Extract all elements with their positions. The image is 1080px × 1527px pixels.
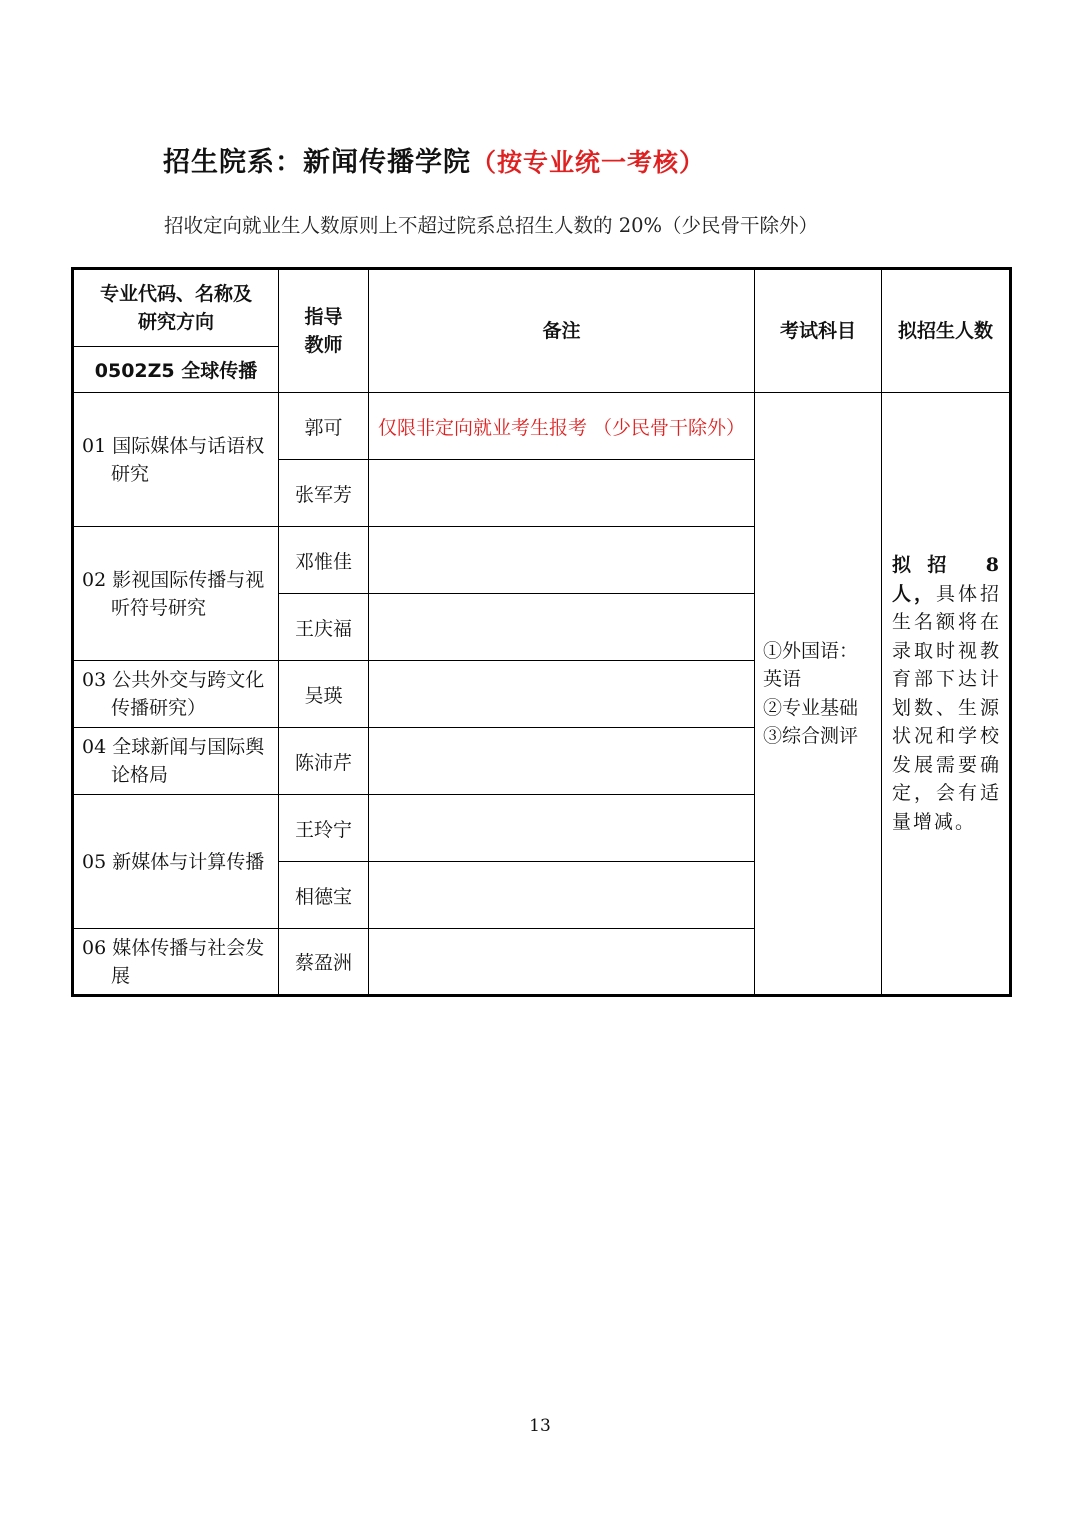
exam-subject-2: ②专业基础	[763, 696, 859, 719]
direction-03: 03 公共外交与跨文化传播研究）	[73, 661, 279, 728]
direction-02: 02 影视国际传播与视听符号研究	[73, 527, 279, 661]
remark-cell	[369, 929, 755, 996]
quota-count: 拟招 8 人，	[892, 554, 1001, 605]
exam-subject-1: ①外国语：英语	[763, 639, 859, 690]
teacher-cell: 吴瑛	[279, 661, 369, 728]
remark-cell	[369, 862, 755, 929]
quota-header: 拟招生人数	[882, 269, 1011, 393]
direction-04: 04 全球新闻与国际舆论格局	[73, 728, 279, 795]
teacher-cell: 蔡盈洲	[279, 929, 369, 996]
page-heading	[163, 140, 705, 179]
remark-cell: 仅限非定向就业考生报考 （少民骨干除外）	[369, 393, 755, 460]
remark-cell	[369, 527, 755, 594]
remark-cell	[369, 795, 755, 862]
major-code: 0502Z5 全球传播	[73, 347, 279, 393]
remark-cell	[369, 460, 755, 527]
remark-cell	[369, 661, 755, 728]
teacher-cell: 邓惟佳	[279, 527, 369, 594]
teacher-cell: 陈沛芹	[279, 728, 369, 795]
remark-cell	[369, 594, 755, 661]
remarks-header: 备注	[369, 269, 755, 393]
teacher-cell: 张军芳	[279, 460, 369, 527]
direction-05: 05 新媒体与计算传播	[73, 795, 279, 929]
exam-subjects	[755, 393, 882, 996]
page-number: 13	[529, 1416, 551, 1436]
remark-cell	[369, 728, 755, 795]
direction-06: 06 媒体传播与社会发展	[73, 929, 279, 996]
teacher-cell: 相德宝	[279, 862, 369, 929]
quota-rule-note: 招收定向就业生人数原则上不超过院系总招生人数的 20%（少民骨干除外）	[164, 214, 819, 237]
teacher-cell: 王庆福	[279, 594, 369, 661]
teacher-cell: 郭可	[279, 393, 369, 460]
enrollment-table	[71, 267, 1012, 997]
department-label: 招生院系：新闻传播学院	[163, 147, 471, 178]
direction-01: 01 国际媒体与话语权研究	[73, 393, 279, 527]
teacher-cell: 王玲宁	[279, 795, 369, 862]
assessment-note: （按专业统一考核）	[471, 148, 706, 177]
exam-header: 考试科目	[755, 269, 882, 393]
supervisor-header: 指导教师	[279, 269, 369, 393]
quota-cell	[882, 393, 1011, 996]
exam-subject-3: ③综合测评	[763, 725, 859, 747]
quota-detail: 具体招生名额将在录取时视教育部下达计划数、生源状况和学校发展需要确定，会有适量增减。	[892, 582, 1001, 833]
major-header: 专业代码、名称及研究方向	[73, 269, 279, 347]
